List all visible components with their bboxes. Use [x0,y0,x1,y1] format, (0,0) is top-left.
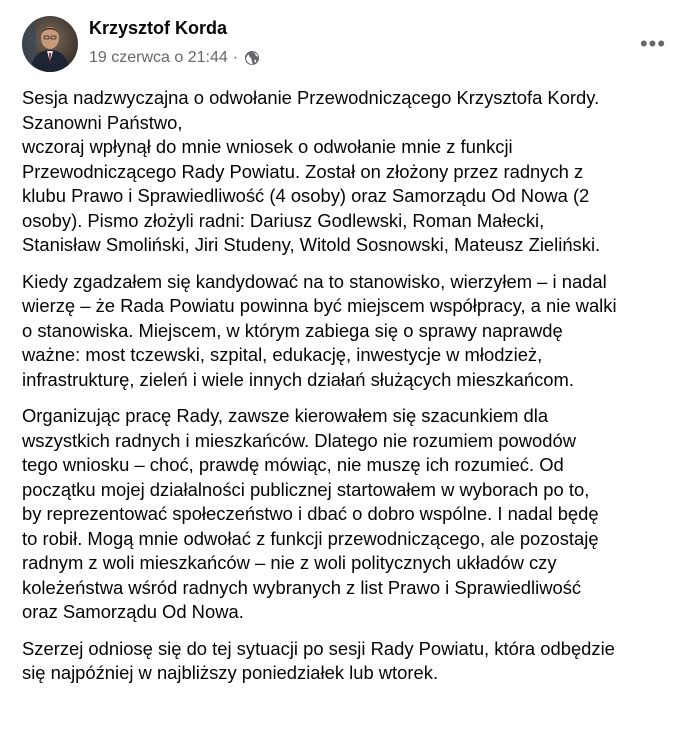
post-text-line: by reprezentować społeczeństwo i dbać o dobro wspólne. I nadal będę [22,503,599,524]
post-text-line: Stanisław Smoliński, Jiri Studeny, Witold Sosnowski, Mateusz Zieliński. [22,234,601,255]
post-text-line: wszystkich radnych i mieszkańców. Dlatego nie rozumiem powodów [22,429,576,451]
post-text-line: oraz Samorządu Od Nowa. [22,601,244,622]
post-text-line: klubu Prawo i Sprawiedliwość (4 osoby) oraz Samorządu Od Nowa (2 [22,185,590,206]
post-text-line: ważne: most tczewski, szpital, edukację, inwestycje w młodzież, [22,344,543,365]
post-paragraph [22,404,682,625]
post-header [0,0,687,86]
author-name[interactable]: Krzysztof Korda [89,18,228,38]
post-text-line: radnym z woli mieszkańców – nie z woli politycznych układów czy [22,552,557,573]
post-body [22,86,682,698]
post-paragraph [22,270,682,393]
post-text-line: wczoraj wpłynął do mnie wniosek o odwołanie mnie z funkcji [22,136,513,157]
post-paragraph [22,637,682,686]
post-paragraph [22,86,682,258]
post-text-line: tego wniosku – choć, prawdę mówiąc, nie muszę ich rozumieć. Od [22,454,564,475]
post-text-line: Szanowni Państwo, [22,111,183,133]
post-meta [89,47,260,69]
post-text-line: Sesja nadzwyczajna o odwołanie Przewodniczącego Krzysztofa Kordy. [22,87,600,108]
meta-separator: · [232,49,239,66]
post-text-line: Przewodniczącego Rady Powiatu. Został on złożony przez radnych z [22,160,584,182]
post-text-line: koleżeństwa wśród radnych wybranych z list Prawo i Sprawiedliwość [22,576,582,598]
post-text-line: Szerzej odniosę się do tej sytuacji po sesji Rady Powiatu, która odbędzie [22,637,615,659]
globe-icon[interactable] [244,50,260,66]
post-text-line: infrastrukturę, zieleń i wiele innych działań służących mieszkańcom. [22,368,574,390]
post-timestamp[interactable]: 19 czerwca o 21:44 [89,49,228,66]
more-options-icon[interactable]: ••• [639,31,667,56]
post-text-line: początku mojej działalności publicznej startowałem w wyborach po to, [22,478,590,500]
post-text-line: o stanowiska. Miejscem, w którym zabiega się o sprawy naprawdę [22,319,563,341]
post-text-line: Organizując pracę Rady, zawsze kierowałem się szacunkiem dla [22,405,549,426]
post-text-line: się najpóźniej w najbliższy poniedziałek lub wtorek. [22,662,439,683]
post-text-line: to robił. Mogą mnie odwołać z funkcji przewodniczącego, ale pozostaję [22,527,599,549]
post-text-line: Kiedy zgadzałem się kandydować na to stanowisko, wierzyłem – i nadal [22,270,607,292]
post-text-line: osoby). Pismo złożyli radni: Dariusz Godlewski, Roman Małecki, [22,209,545,231]
post-text-line: wierzę – że Rada Powiatu powinna być miejscem współpracy, a nie walki [22,295,617,316]
avatar[interactable] [22,16,78,72]
profile-photo [22,16,78,72]
